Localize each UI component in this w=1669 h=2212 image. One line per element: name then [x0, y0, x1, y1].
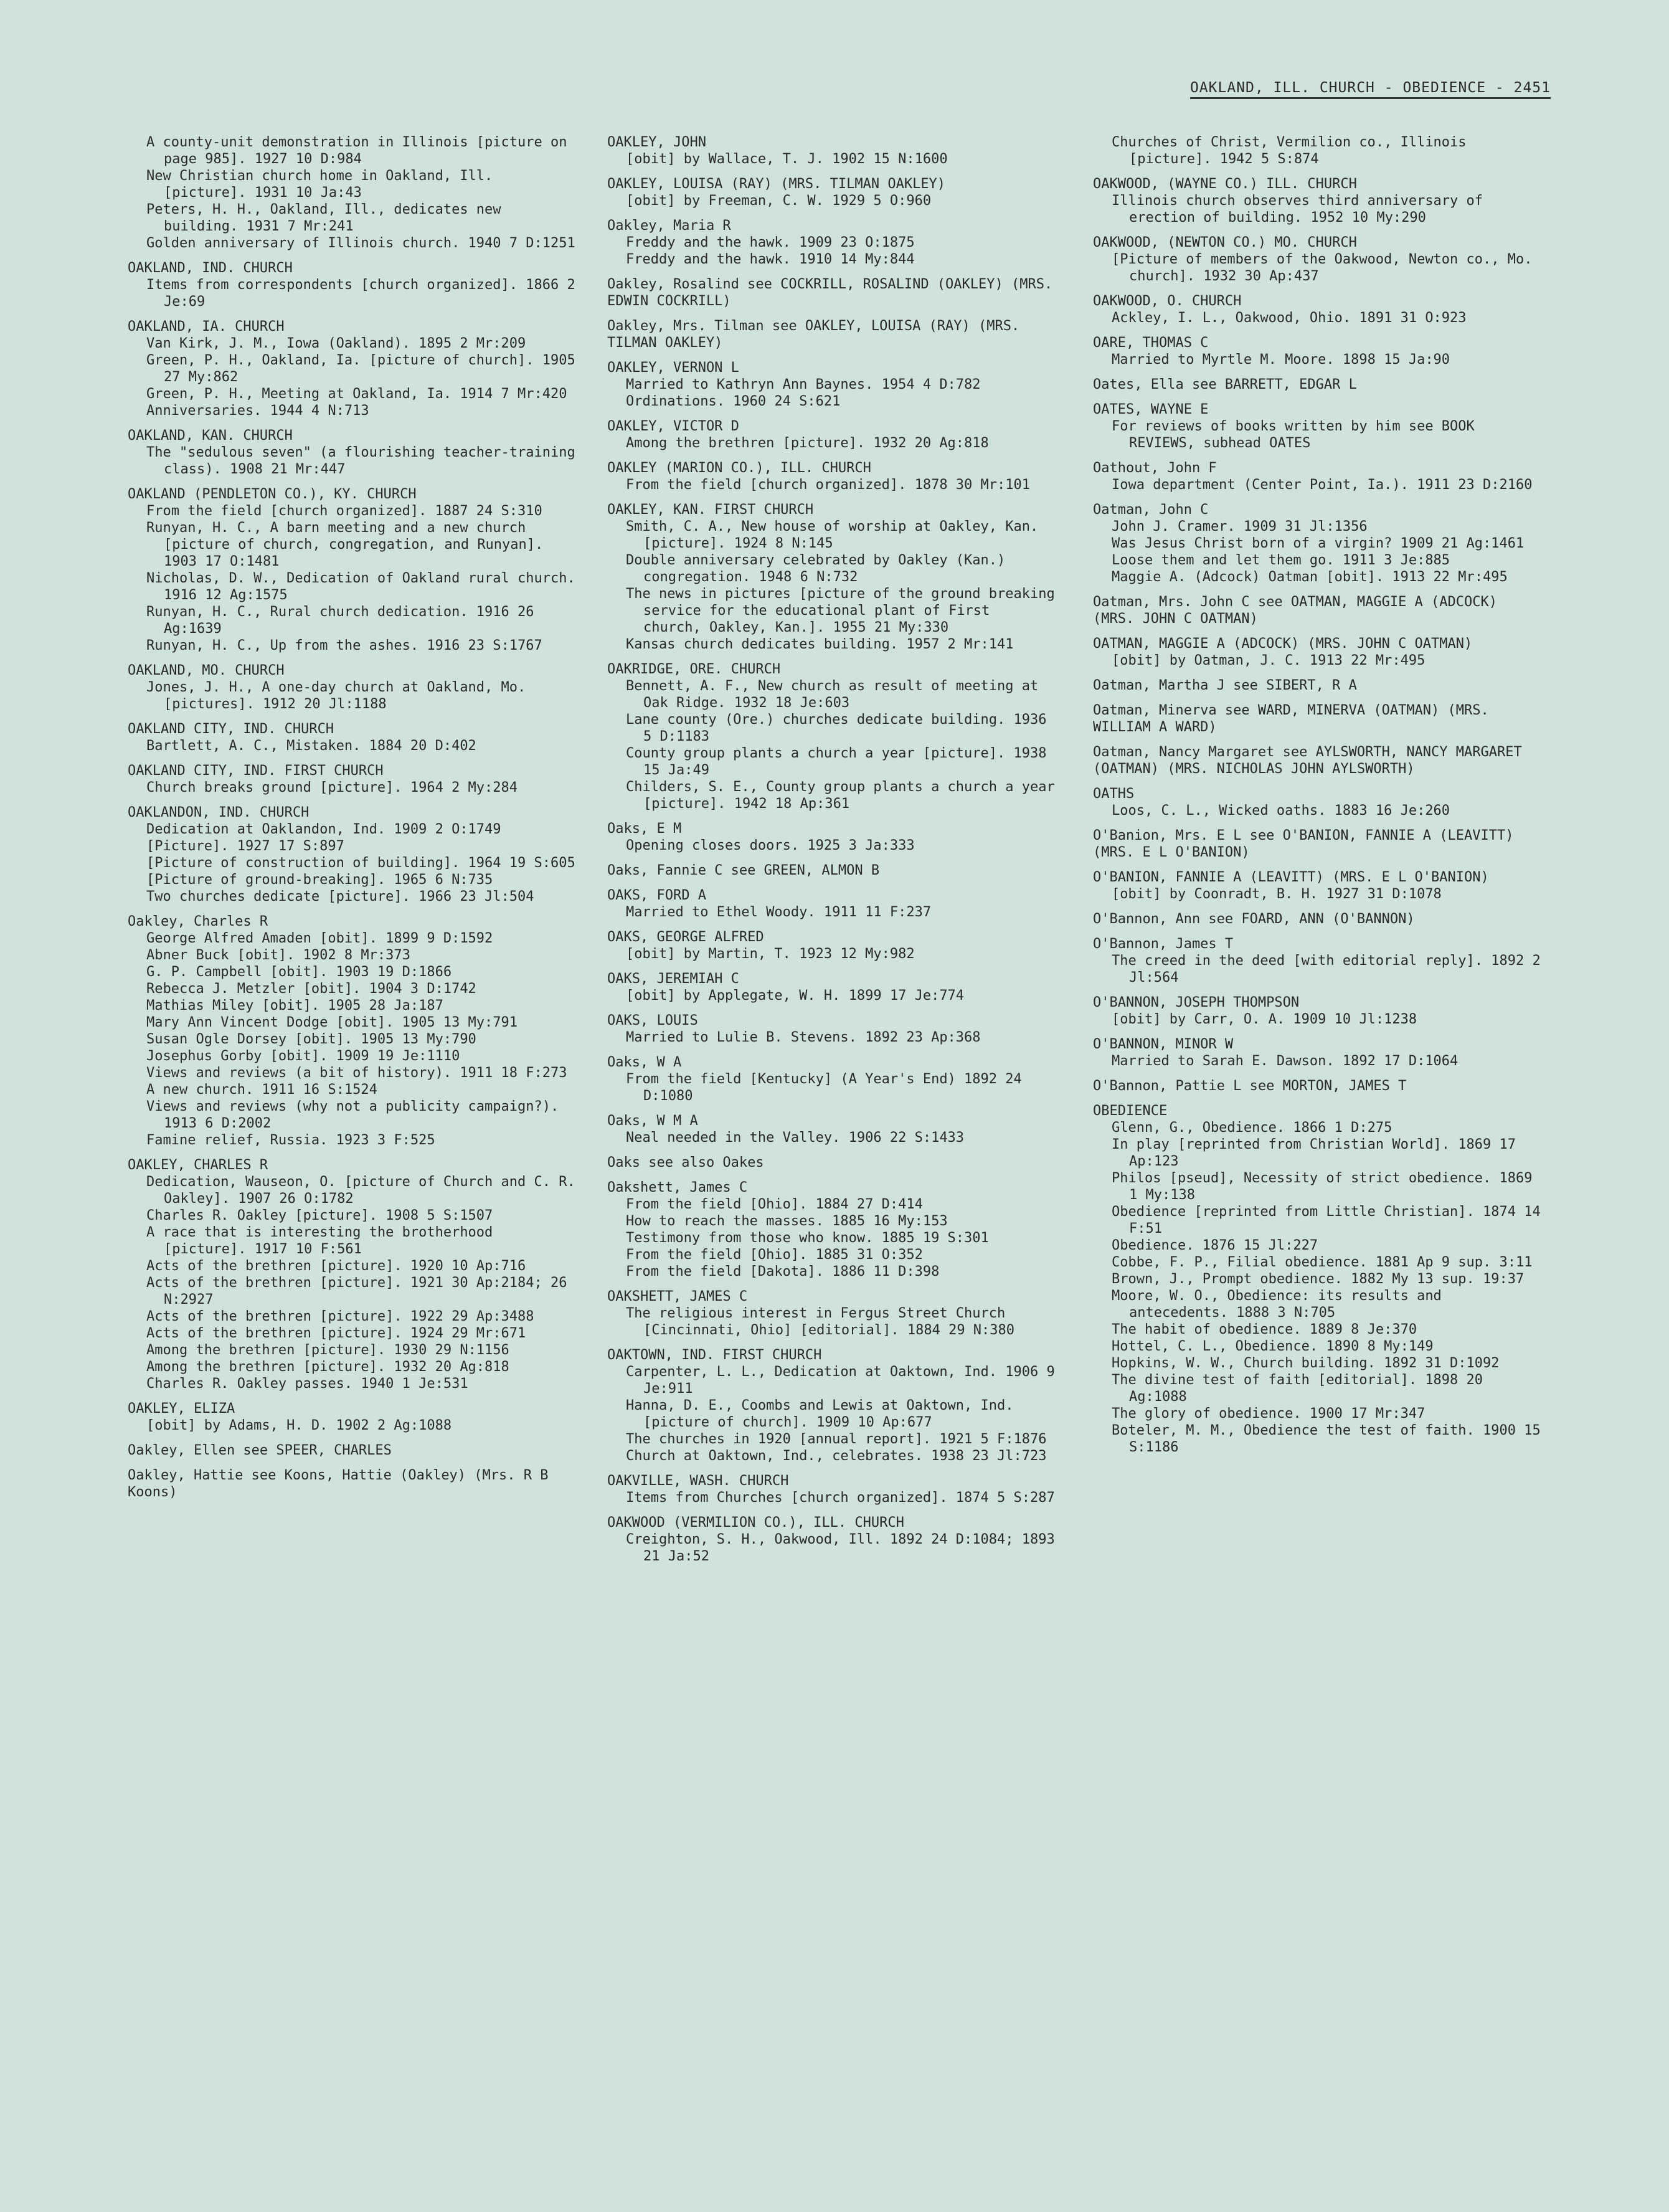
index-entry: [1093, 786, 1541, 819]
entry-heading: Oakley, Charles R: [128, 914, 268, 929]
entry-citation: In play [reprinted from Christian World]. 1869 17 Ap:123: [1112, 1137, 1516, 1169]
entry-heading: OAKLEY (MARION CO.), ILL. CHURCH: [607, 460, 871, 476]
entry-citation: Church at Oaktown, Ind., celebrates. 1938 23 Jl:723: [626, 1448, 1047, 1464]
entry-citation: Cobbe, F. P., Filial obedience. 1881 Ap 9 sup. 3:11: [1112, 1255, 1533, 1270]
entry-citation: Among the brethren [picture]. 1930 29 N:1156: [146, 1342, 509, 1358]
index-entry: [128, 1442, 576, 1459]
index-entry: [1093, 176, 1541, 226]
index-entry: [607, 1113, 1056, 1146]
entry-heading: Oatman, Nancy Margaret see AYLSWORTH, NANCY MARGARET (OATMAN) (MRS. NICHOLAS JOHN AYLSWORTH): [1093, 744, 1522, 777]
entry-citation: [obit] by Adams, H. D. 1902 2 Ag:1088: [146, 1418, 452, 1433]
index-column-3: [1093, 134, 1541, 1464]
index-entry: [1093, 677, 1541, 694]
index-entry: [1093, 594, 1541, 627]
entry-citation: [obit] by Coonradt, B. H. 1927 31 D:1078: [1112, 886, 1442, 902]
index-entry: [1093, 744, 1541, 777]
entry-heading: OAKLEY, VICTOR D: [607, 419, 739, 434]
entry-heading: O'BANNON, MINOR W: [1093, 1037, 1234, 1052]
entry-heading: Oakley, Rosalind see COCKRILL, ROSALIND (OAKLEY) (MRS. EDWIN COCKRILL): [607, 277, 1053, 309]
entry-citation: Two churches dedicate [picture]. 1966 23 Jl:504: [146, 889, 534, 904]
entry-citation: Iowa department (Center Point, Ia.). 1911 23 D:2160: [1112, 477, 1533, 493]
index-entry: [128, 1157, 576, 1392]
index-entry: [128, 804, 576, 905]
entry-citation: Acts of the brethren [picture]. 1920 10 Ap:716: [146, 1258, 526, 1274]
entry-citation: Hottel, C. L., Obedience. 1890 8 My:149: [1112, 1339, 1434, 1354]
entry-citation: Freddy and the hawk. 1910 14 My:844: [626, 252, 915, 267]
entry-citation: Acts of the brethren [picture]. 1924 29 Mr:671: [146, 1326, 526, 1341]
entry-heading: O'BANION, FANNIE A (LEAVITT) (MRS. E L O'BANION): [1093, 870, 1489, 885]
entry-citation: Loos, C. L., Wicked oaths. 1883 16 Je:260: [1112, 803, 1450, 819]
entry-citation: Loose them and let them go. 1911 3 Je:885: [1112, 553, 1450, 568]
entry-heading: Oakshett, James C: [607, 1180, 748, 1195]
entry-heading: O'Banion, Mrs. E L see O'BANION, FANNIE A (LEAVITT) (MRS. E L O'BANION): [1093, 828, 1514, 860]
entry-heading: Oathout, John F: [1093, 460, 1217, 476]
entry-citation: Peters, H. H., Oakland, Ill., dedicates new building. 1931 7 Mr:241: [146, 202, 501, 234]
entry-citation: Smith, C. A., New house of worship at Oakley, Kan. [picture]. 1924 8 N:145: [626, 519, 1039, 551]
index-entry: [1093, 293, 1541, 326]
index-entry: [607, 318, 1056, 351]
index-entry: [128, 721, 576, 754]
index-entry: [1093, 1078, 1541, 1094]
index-entry: [1093, 911, 1541, 928]
entry-heading: Oaks see also Oakes: [607, 1155, 764, 1170]
entry-heading: OAKVILLE, WASH. CHURCH: [607, 1473, 789, 1489]
entry-citation: From the field [church organized]. 1887 24 S:310: [146, 503, 542, 519]
entry-citation: Glenn, G., Obedience. 1866 1 D:275: [1112, 1120, 1392, 1136]
entry-citation: Boteler, M. M., Obedience the test of faith. 1900 15 S:1186: [1112, 1423, 1541, 1455]
index-entry: [607, 1012, 1056, 1046]
entry-citation: G. P. Campbell [obit]. 1903 19 D:1866: [146, 964, 452, 980]
entry-citation: Charles R. Oakley [picture]. 1908 5 S:1507: [146, 1208, 493, 1223]
index-entry: [607, 929, 1056, 962]
entry-citation: Abner Buck [obit]. 1902 8 Mr:373: [146, 947, 410, 963]
index-entry: [607, 359, 1056, 410]
entry-citation: From the field [church organized]. 1878 30 Mr:101: [626, 477, 1031, 493]
index-entry: [128, 662, 576, 713]
index-entry: [607, 276, 1056, 310]
entry-citation: Dedication, Wauseon, O. [picture of Church and C. R. Oakley]. 1907 26 O:1782: [146, 1174, 575, 1207]
entry-heading: O'BANNON, JOSEPH THOMPSON: [1093, 995, 1300, 1010]
entry-heading: OAKS, GEORGE ALFRED: [607, 929, 764, 945]
entry-heading: OAKLEY, KAN. FIRST CHURCH: [607, 502, 814, 518]
entry-citation: From the field [Dakota]. 1886 11 D:398: [626, 1264, 940, 1279]
entry-citation: Neal needed in the Valley. 1906 22 S:1433: [626, 1130, 965, 1146]
entry-citation: Anniversaries. 1944 4 N:713: [146, 403, 369, 419]
entry-citation: Josephus Gorby [obit]. 1909 19 Je:1110: [146, 1048, 460, 1064]
index-entry: [1093, 702, 1541, 736]
entry-heading: OAKLEY, VERNON L: [607, 360, 739, 376]
entry-citation: Golden anniversary of Illinois church. 1940 7 D:1251: [146, 235, 575, 251]
index-entry: [128, 913, 576, 1149]
entry-citation: Maggie A. (Adcock) Oatman [obit]. 1913 22 Mr:495: [1112, 569, 1508, 585]
entry-heading: OAKLAND, KAN. CHURCH: [128, 428, 293, 444]
index-entry: [607, 1288, 1056, 1339]
entry-citation: Van Kirk, J. M., Iowa (Oakland). 1895 2 Mr:209: [146, 336, 526, 351]
entry-citation: Ordinations. 1960 24 S:621: [626, 394, 841, 409]
entry-citation: Dedication at Oaklandon, Ind. 1909 2 O:1749: [146, 822, 501, 837]
entry-citation: A county-unit demonstration in Illinois [picture on page 985]. 1927 10 D:984: [146, 135, 567, 167]
entry-citation: The "sedulous seven" (a flourishing teacher-training class). 1908 21 Mr:447: [146, 445, 575, 477]
entry-citation: Freddy and the hawk. 1909 23 O:1875: [626, 235, 915, 250]
index-entry: [128, 427, 576, 478]
index-entry: [1093, 335, 1541, 368]
entry-citation: The habit of obedience. 1889 8 Je:370: [1112, 1322, 1417, 1337]
entry-citation: The religious interest in Fergus Street Church [Cincinnati, Ohio] [editorial]. 1884 29 N:380: [626, 1306, 1015, 1338]
entry-citation: A race that is interesting the brotherhood [picture]. 1917 10 F:561: [146, 1225, 493, 1257]
index-entry: [1093, 635, 1541, 669]
entry-citation: Carpenter, L. L., Dedication at Oaktown, Ind. 1906 9 Je:911: [626, 1364, 1055, 1397]
entry-heading: OAKRIDGE, ORE. CHURCH: [607, 662, 781, 677]
entry-heading: OAKWOOD, (NEWTON CO.) MO. CHURCH: [1093, 235, 1357, 250]
entry-citation: Lane county (Ore.) churches dedicate building. 1936 5 D:1183: [626, 712, 1047, 744]
entry-heading: O'Bannon, James T: [1093, 936, 1234, 952]
entry-heading: OAKTOWN, IND. FIRST CHURCH: [607, 1347, 822, 1363]
entry-citation: Charles R. Oakley passes. 1940 1 Je:531: [146, 1376, 468, 1392]
index-entry: [1093, 234, 1541, 285]
entry-heading: OAKWOOD (VERMILION CO.), ILL. CHURCH: [607, 1515, 904, 1531]
entry-heading: OATHS: [1093, 786, 1135, 802]
index-entry: [128, 134, 576, 252]
index-entry: [1093, 1036, 1541, 1070]
entry-heading: Oaks, E M: [607, 821, 682, 837]
entry-citation: Illinois church observes third anniversary of erection of building. 1952 10 My:290: [1112, 193, 1483, 225]
entry-citation: Was Jesus Christ born of a virgin? 1909 21 Ag:1461: [1112, 536, 1525, 551]
entry-heading: OAKLAND CITY, IND. CHURCH: [128, 721, 334, 737]
entry-citation: Green, P. H., Meeting at Oakland, Ia. 1914 7 Mr:420: [146, 386, 567, 402]
index-entry: [607, 460, 1056, 493]
entry-citation: Views and reviews (a bit of history). 1911 18 F:273: [146, 1065, 567, 1081]
entry-citation: From the field [Ohio]. 1885 31 O:352: [626, 1247, 923, 1263]
entry-heading: OAKLAND (PENDLETON CO.), KY. CHURCH: [128, 487, 417, 502]
entry-citation: A new church. 1911 16 S:1524: [146, 1082, 377, 1098]
entry-citation: The creed in the deed [with editorial reply]. 1892 2 Jl:564: [1112, 953, 1541, 985]
entry-citation: Mary Ann Vincent Dodge [obit]. 1905 13 My:791: [146, 1015, 518, 1030]
entry-citation: Philos [pseud], Necessity of strict obedience. 1869 1 My:138: [1112, 1170, 1533, 1203]
entry-heading: OAKLEY, ELIZA: [128, 1401, 235, 1417]
entry-heading: OAKS, JEREMIAH C: [607, 971, 739, 987]
entry-citation: [obit] by Oatman, J. C. 1913 22 Mr:495: [1112, 653, 1426, 668]
entry-citation: Hopkins, W. W., Church building. 1892 31 D:1092: [1112, 1355, 1500, 1371]
entry-citation: Runyan, H. C., Up from the ashes. 1916 23 S:1767: [146, 638, 542, 653]
entry-citation: Acts of the brethren [picture]. 1921 30 Ap:2184; 26 N:2927: [146, 1275, 567, 1308]
index-entry: [1093, 869, 1541, 903]
index-entry: [607, 862, 1056, 879]
index-entry: [607, 1514, 1056, 1565]
entry-citation: Kansas church dedicates building. 1957 2 Mr:141: [626, 637, 1014, 652]
entry-heading: OAKS, LOUIS: [607, 1013, 698, 1028]
entry-citation: Brown, J., Prompt obedience. 1882 My 13 sup. 19:37: [1112, 1271, 1525, 1287]
entry-citation: Bennett, A. F., New church as result of meeting at Oak Ridge. 1932 18 Je:603: [626, 678, 1039, 711]
entry-citation: Runyan, H. C., A barn meeting and a new church [picture of church, congregation, and Runyan]. 1903 17 O:1481: [146, 520, 544, 569]
index-entry: [128, 1400, 576, 1434]
index-entry: [607, 176, 1056, 209]
entry-heading: OAKSHETT, JAMES C: [607, 1289, 748, 1304]
entry-citation: [Picture of construction of building]. 1964 19 S:605: [146, 855, 575, 871]
index-entry: [128, 1467, 576, 1501]
index-entry: [1093, 827, 1541, 861]
entry-citation: The news in pictures [picture of the ground breaking service for the educational plant of First church, Oakley, Kan.]. 1955 21 My:330: [626, 586, 1055, 635]
entry-heading: OAKWOOD, O. CHURCH: [1093, 293, 1242, 309]
entry-citation: Opening closes doors. 1925 3 Ja:333: [626, 838, 915, 853]
index-entry: [1093, 401, 1541, 452]
entry-citation: [Picture]. 1927 17 S:897: [146, 838, 344, 854]
entry-heading: OAKS, FORD A: [607, 888, 706, 903]
entry-citation: [Picture of ground-breaking]. 1965 6 N:735: [146, 872, 493, 888]
entry-citation: [obit] by Carr, O. A. 1909 10 Jl:1238: [1112, 1012, 1417, 1027]
entry-citation: [obit] by Freeman, C. W. 1929 5 O:960: [626, 193, 932, 209]
entry-citation: Married to Sarah E. Dawson. 1892 17 D:1064: [1112, 1053, 1459, 1069]
entry-citation: Double anniversary celebrated by Oakley (Kan.) congregation. 1948 6 N:732: [626, 553, 1006, 585]
index-entry: [1093, 376, 1541, 393]
entry-heading: OAKLANDON, IND. CHURCH: [128, 805, 310, 820]
index-entry: [1093, 994, 1541, 1028]
entry-heading: Oatman, John C: [1093, 502, 1209, 518]
index-entry: [607, 418, 1056, 452]
entry-citation: Green, P. H., Oakland, Ia. [picture of church]. 1905 27 My:862: [146, 353, 575, 385]
entry-citation: Childers, S. E., County group plants a church a year [picture]. 1942 18 Ap:361: [626, 779, 1055, 812]
entry-citation: Rebecca J. Metzler [obit]. 1904 3 D:1742: [146, 981, 476, 997]
entry-citation: County group plants a church a year [picture]. 1938 15 Ja:49: [626, 746, 1047, 778]
index-entry: [607, 217, 1056, 268]
entry-citation: Nicholas, D. W., Dedication of Oakland rural church. 1916 12 Ag:1575: [146, 571, 575, 603]
entry-citation: Among the brethren [picture]. 1932 20 Ag:818: [146, 1359, 509, 1375]
index-column-1: [128, 134, 576, 1509]
entry-citation: Jones, J. H., A one-day church at Oakland, Mo. [pictures]. 1912 20 Jl:1188: [146, 680, 526, 712]
index-entry: [128, 260, 576, 310]
entry-heading: OAKLAND, IND. CHURCH: [128, 260, 293, 276]
entry-citation: Church breaks ground [picture]. 1964 2 My:284: [146, 780, 518, 795]
index-entry: [607, 661, 1056, 812]
entry-heading: OATMAN, MAGGIE A (ADCOCK) (MRS. JOHN C OATMAN): [1093, 636, 1473, 652]
entry-citation: Runyan, H. C., Rural church dedication. 1916 26 Ag:1639: [146, 604, 534, 637]
index-entry: [607, 1054, 1056, 1104]
entry-citation: Married to Ethel Woody. 1911 11 F:237: [626, 904, 932, 920]
entry-heading: OAKLEY, CHARLES R: [128, 1157, 268, 1173]
index-entry: [1093, 501, 1541, 586]
entry-citation: [obit] by Martin, T. 1923 12 My:982: [626, 946, 915, 962]
entry-heading: O'Bannon, Ann see FOARD, ANN (O'BANNON): [1093, 911, 1415, 927]
entry-citation: New Christian church home in Oakland, Ill. [picture]. 1931 10 Ja:43: [146, 168, 493, 201]
index-column-2: [607, 134, 1056, 1573]
entry-citation: Hanna, D. E., Coombs and Lewis at Oaktown, Ind. [picture of church]. 1909 10 Ap:677: [626, 1398, 1014, 1430]
entry-citation: Obedience [reprinted from Little Christian]. 1874 14 F:51: [1112, 1204, 1541, 1237]
entry-citation: Among the brethren [picture]. 1932 20 Ag:818: [626, 435, 989, 451]
entry-heading: OAKLEY, LOUISA (RAY) (MRS. TILMAN OAKLEY): [607, 176, 946, 192]
entry-citation: How to reach the masses. 1885 16 My:153: [626, 1213, 948, 1229]
entry-citation: Testimony from those who know. 1885 19 S:301: [626, 1230, 989, 1246]
entry-heading: OARE, THOMAS C: [1093, 335, 1209, 351]
entry-citation: Married to Kathryn Ann Baynes. 1954 4 D:782: [626, 377, 981, 392]
page-header: OAKLAND, ILL. CHURCH - OBEDIENCE - 2451: [1190, 80, 1551, 99]
entry-heading: Oates, Ella see BARRETT, EDGAR L: [1093, 377, 1357, 392]
index-entry: [607, 1154, 1056, 1171]
entry-citation: [obit] by Wallace, T. J. 1902 15 N:1600: [626, 151, 948, 167]
entry-heading: Oaks, W A: [607, 1055, 682, 1070]
index-entry: [607, 1347, 1056, 1464]
entry-heading: Oakley, Hattie see Koons, Hattie (Oakley) (Mrs. R B Koons): [128, 1468, 549, 1500]
entry-heading: Oaks, W M A: [607, 1113, 698, 1129]
entry-citation: From the field [Kentucky] (A Year's End) 1892 24 D:1080: [626, 1071, 1022, 1104]
entry-citation: Famine relief, Russia. 1923 3 F:525: [146, 1132, 435, 1148]
entry-citation: Churches of Christ, Vermilion co., Illinois [picture]. 1942 5 S:874: [1112, 135, 1467, 167]
index-entry: [128, 318, 576, 419]
index-entry: [128, 762, 576, 796]
entry-heading: Oatman, Minerva see WARD, MINERVA (OATMAN) (MRS. WILLIAM A WARD): [1093, 703, 1489, 735]
entry-heading: OATES, WAYNE E: [1093, 402, 1209, 417]
entry-citation: The glory of obedience. 1900 17 Mr:347: [1112, 1406, 1426, 1422]
entry-citation: The divine test of faith [editorial]. 1898 20 Ag:1088: [1112, 1372, 1483, 1405]
index-entry: [607, 1179, 1056, 1280]
index-entry: [1093, 134, 1541, 168]
entry-citation: Married to Myrtle M. Moore. 1898 15 Ja:90: [1112, 352, 1450, 368]
entry-citation: Items from Churches [church organized]. 1874 5 S:287: [626, 1490, 1055, 1506]
entry-citation: Acts of the brethren [picture]. 1922 29 Ap:3488: [146, 1309, 534, 1324]
entry-citation: Creighton, S. H., Oakwood, Ill. 1892 24 D:1084; 1893 21 Ja:52: [626, 1532, 1055, 1564]
index-entry: [128, 486, 576, 654]
entry-citation: Ackley, I. L., Oakwood, Ohio. 1891 31 O:923: [1112, 310, 1467, 326]
entry-heading: OAKLAND, IA. CHURCH: [128, 319, 285, 335]
entry-heading: OAKLAND, MO. CHURCH: [128, 663, 285, 678]
entry-heading: OAKLAND CITY, IND. FIRST CHURCH: [128, 763, 384, 779]
entry-heading: Oaks, Fannie C see GREEN, ALMON B: [607, 863, 880, 878]
entry-citation: Views and reviews (why not a publicity campaign?). 1913 6 D:2002: [146, 1099, 559, 1131]
index-entry: [607, 134, 1056, 168]
entry-heading: Oatman, Martha J see SIBERT, R A: [1093, 678, 1357, 693]
index-entry: [607, 820, 1056, 854]
entry-citation: Moore, W. O., Obedience: its results and antecedents. 1888 3 N:705: [1112, 1288, 1442, 1321]
index-entry: [1093, 936, 1541, 986]
entry-citation: Mathias Miley [obit]. 1905 28 Ja:187: [146, 998, 443, 1013]
entry-heading: Oatman, Mrs. John C see OATMAN, MAGGIE A (ADCOCK) (MRS. JOHN C OATMAN): [1093, 594, 1498, 627]
entry-heading: O'Bannon, Pattie L see MORTON, JAMES T: [1093, 1078, 1407, 1094]
index-entry: [1093, 460, 1541, 493]
entry-citation: From the field [Ohio]. 1884 27 D:414: [626, 1197, 923, 1212]
index-entry: [1093, 1103, 1541, 1456]
entry-citation: Items from correspondents [church organized]. 1866 2 Je:69: [146, 277, 575, 310]
entry-citation: The churches in 1920 [annual report]. 1921 5 F:1876: [626, 1431, 1047, 1447]
index-entry: [607, 887, 1056, 921]
entry-citation: For reviews of books written by him see BOOK REVIEWS, subhead OATES: [1112, 419, 1475, 451]
entry-citation: [obit] by Applegate, W. H. 1899 17 Je:774: [626, 988, 965, 1004]
entry-citation: George Alfred Amaden [obit]. 1899 9 D:1592: [146, 931, 493, 946]
entry-citation: [Picture of members of the Oakwood, Newton co., Mo. church]. 1932 30 Ap:437: [1112, 252, 1533, 284]
entry-citation: Bartlett, A. C., Mistaken. 1884 20 D:402: [146, 738, 476, 754]
entry-citation: Obedience. 1876 15 Jl:227: [1112, 1238, 1318, 1253]
entry-heading: OAKLEY, JOHN: [607, 135, 706, 150]
entry-heading: Oakley, Mrs. Tilman see OAKLEY, LOUISA (RAY) (MRS. TILMAN OAKLEY): [607, 318, 1020, 351]
entry-citation: John J. Cramer. 1909 31 Jl:1356: [1112, 519, 1368, 534]
entry-citation: Susan Ogle Dorsey [obit]. 1905 13 My:790: [146, 1032, 476, 1047]
index-entry: [607, 1473, 1056, 1506]
index-entry: [607, 501, 1056, 653]
entry-heading: OAKWOOD, (WAYNE CO.) ILL. CHURCH: [1093, 176, 1357, 192]
entry-heading: Oakley, Maria R: [607, 218, 731, 234]
index-entry: [607, 971, 1056, 1004]
entry-heading: OBEDIENCE: [1093, 1103, 1168, 1119]
entry-heading: Oakley, Ellen see SPEER, CHARLES: [128, 1443, 392, 1458]
entry-citation: Married to Lulie B. Stevens. 1892 23 Ap:368: [626, 1030, 981, 1045]
